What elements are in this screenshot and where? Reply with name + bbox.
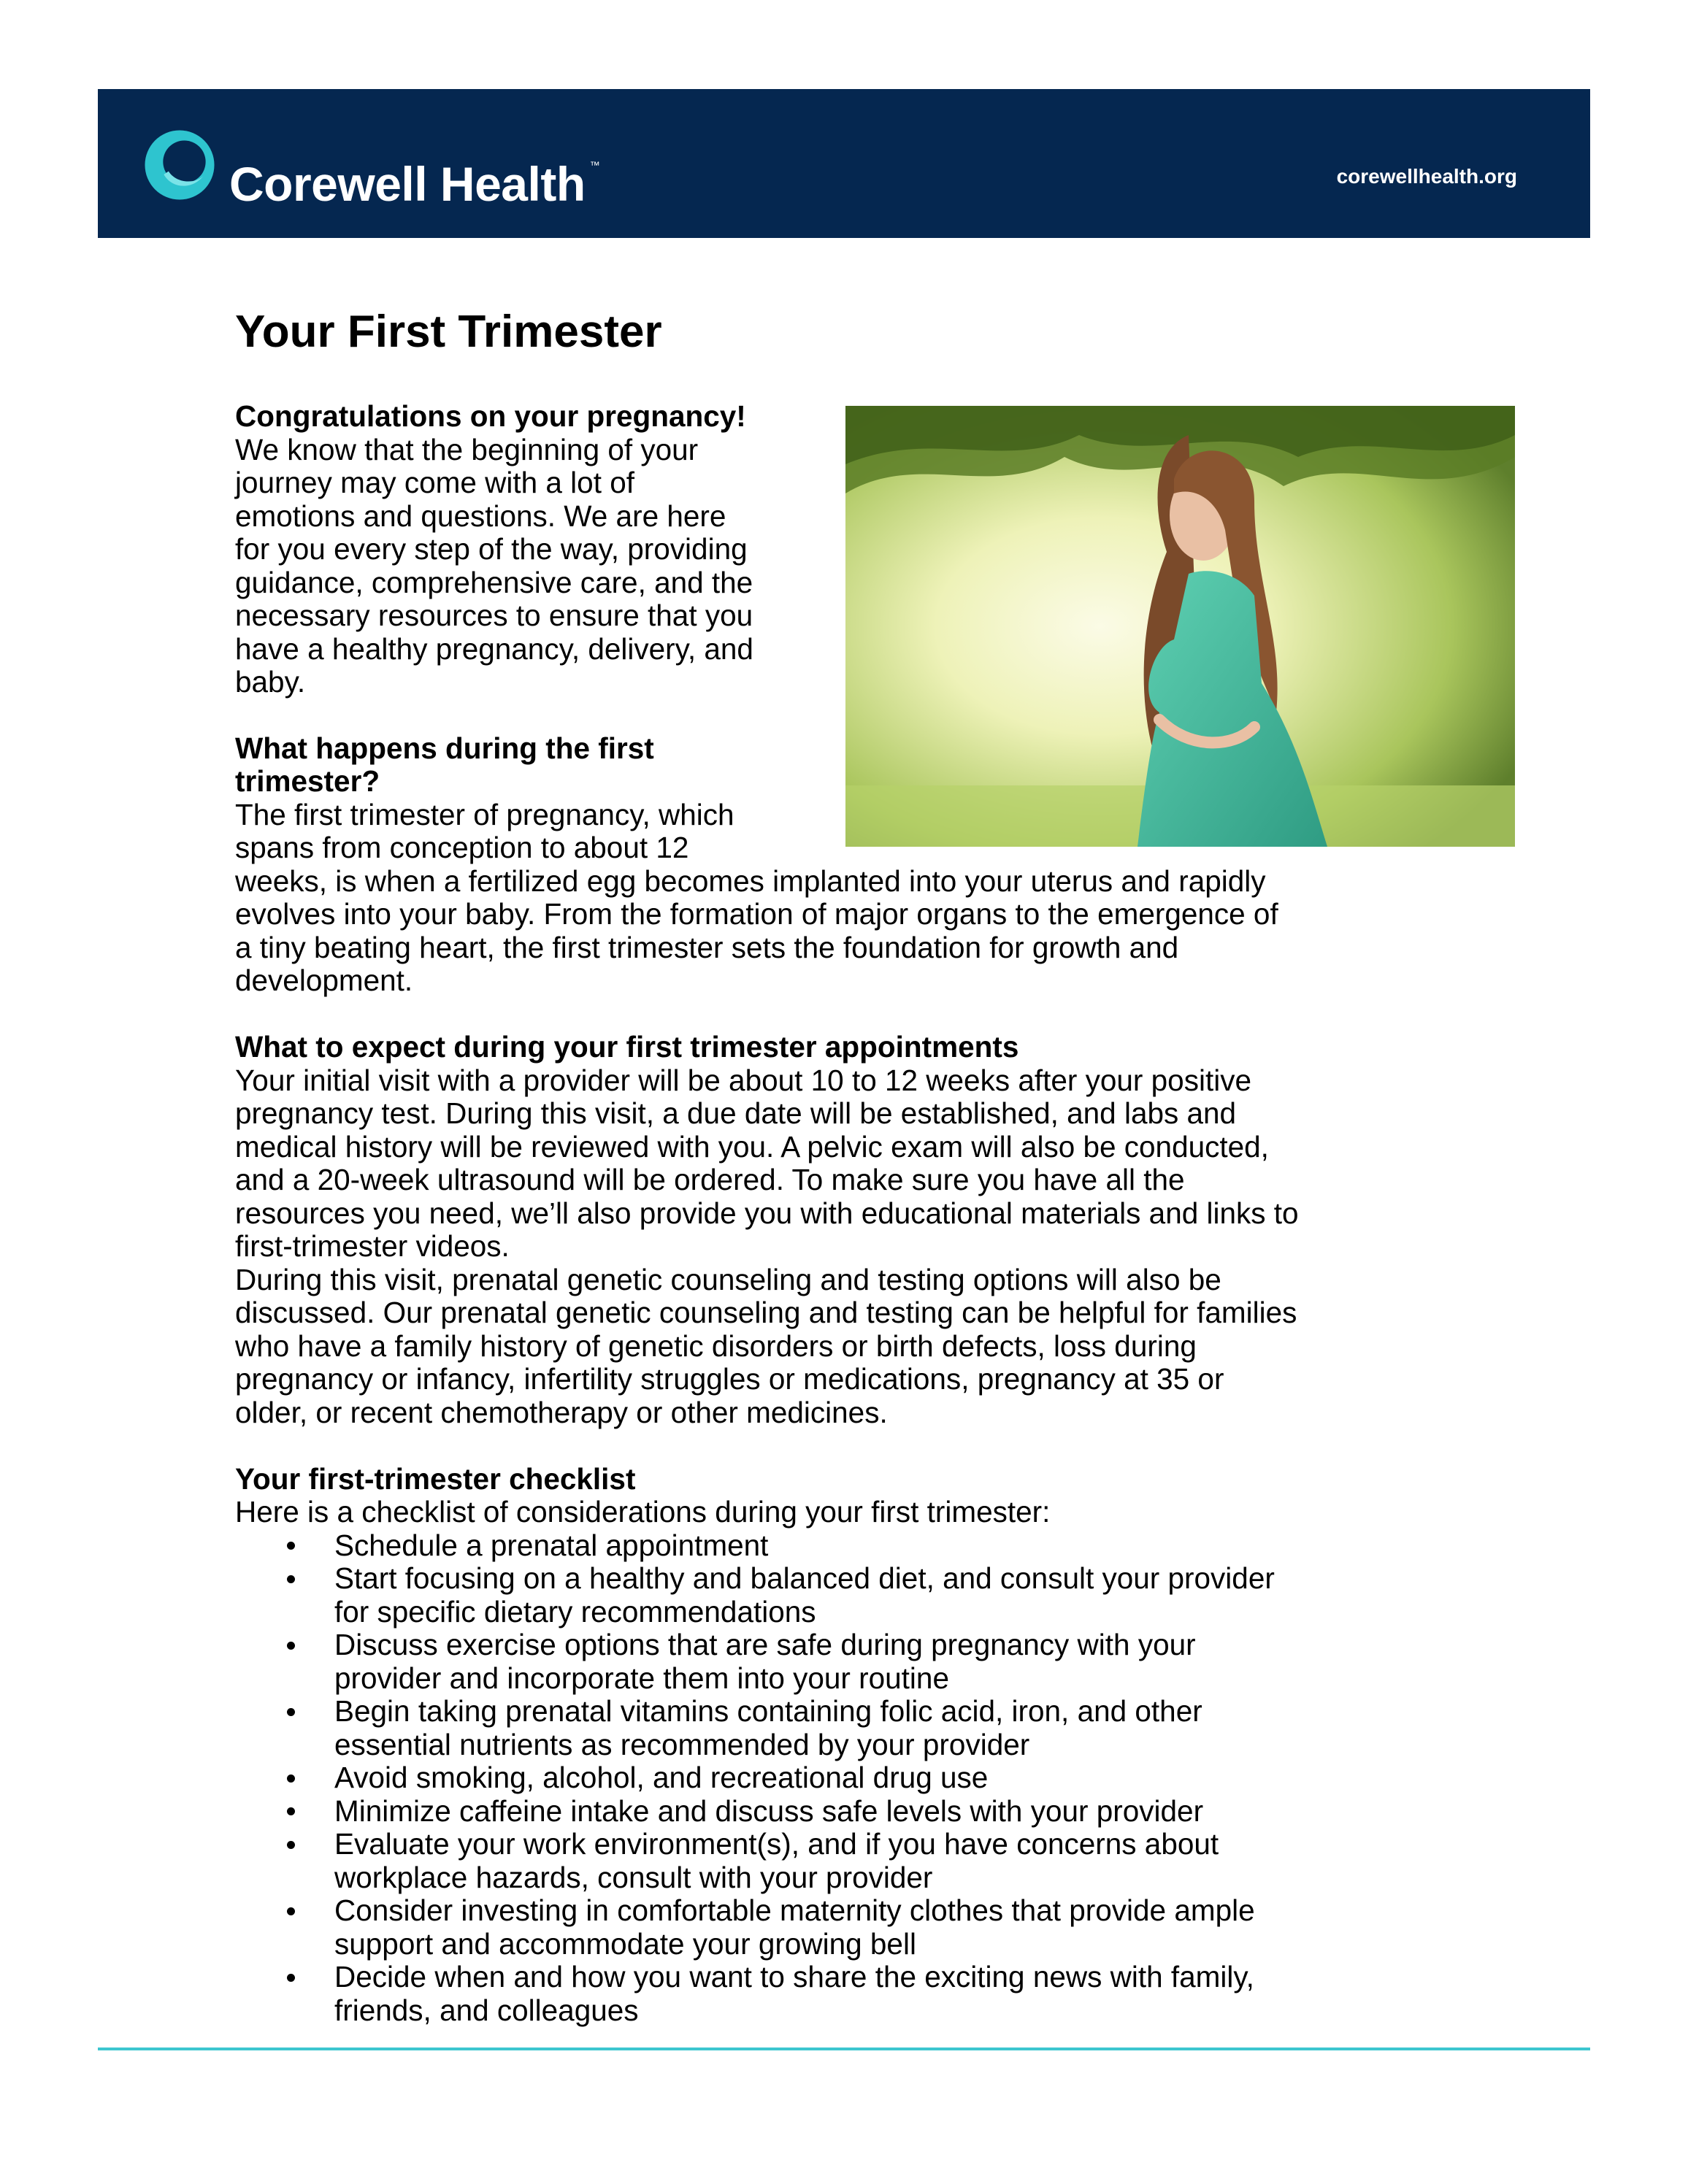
footer-divider [98,2048,1590,2050]
intro-line: baby. [235,665,306,699]
intro-line: journey may come with a lot of [235,466,634,499]
section-line: Your initial visit with a provider will be about 10 to 12 weeks after your positive [235,1064,1251,1097]
section-line: discussed. Our prenatal genetic counseling and testing can be helpful for families [235,1296,1297,1329]
list-item: Minimize caffeine intake and discuss safe levels with your provider [334,1794,1204,1828]
list-item: Evaluate your work environment(s), and if you have concerns about [334,1827,1219,1861]
bullet-icon [287,1642,295,1650]
list-item: Begin taking prenatal vitamins containing folic acid, iron, and other [334,1694,1202,1728]
website-link[interactable]: corewellhealth.org [1336,165,1517,188]
bullet-icon [287,1708,295,1716]
section-heading: trimester? [235,764,380,798]
section-line: spans from conception to about 12 [235,831,689,864]
page-title: Your First Trimester [235,307,662,357]
section-line: first-trimester videos. [235,1229,510,1263]
section-heading: Your first-trimester checklist [235,1462,636,1496]
list-item: Decide when and how you want to share the exciting news with family, [334,1960,1254,1993]
list-item: essential nutrients as recommended by your provider [334,1728,1030,1761]
pregnant-woman-photo [845,406,1515,847]
intro-line: We know that the beginning of your [235,433,699,466]
list-item: friends, and colleagues [334,1993,639,2027]
brand-name: Corewell Health ™ [229,157,600,211]
section-line: who have a family history of genetic disorders or birth defects, loss during [235,1329,1197,1363]
header-bar [98,89,1590,238]
list-item: for specific dietary recommendations [334,1595,816,1629]
section-heading: What happens during the first [235,731,654,765]
checklist-intro: Here is a checklist of considerations during your first trimester: [235,1495,1051,1529]
bullet-icon [287,1774,295,1783]
list-item: Consider investing in comfortable maternity clothes that provide ample [334,1893,1255,1927]
list-item: Discuss exercise options that are safe during pregnancy with your [334,1628,1196,1661]
list-item: workplace hazards, consult with your provider [334,1861,933,1894]
section-line: The first trimester of pregnancy, which [235,798,734,831]
list-item: provider and incorporate them into your routine [334,1661,949,1695]
trademark-mark: ™ [589,159,600,171]
section-line: development. [235,964,413,997]
bullet-icon [287,1974,295,1982]
list-item: Start focusing on a healthy and balanced diet, and consult your provider [334,1561,1275,1595]
list-item: Schedule a prenatal appointment [334,1529,769,1562]
section-line: resources you need, we’ll also provide you with educational materials and links to [235,1196,1299,1230]
intro-line: emotions and questions. We are here [235,499,726,533]
bullet-icon [287,1907,295,1915]
bullet-icon [287,1841,295,1849]
intro-line: for you every step of the way, providing [235,532,748,566]
list-item: support and accommodate your growing bell [334,1927,916,1961]
list-item: Avoid smoking, alcohol, and recreational drug use [334,1761,989,1794]
section-line: pregnancy or infancy, infertility struggles or medications, pregnancy at 35 or [235,1362,1224,1396]
section-line: and a 20-week ultrasound will be ordered. To make sure you have all the [235,1163,1185,1196]
section-line: During this visit, prenatal genetic counseling and testing options will also be [235,1263,1221,1296]
intro-line: guidance, comprehensive care, and the [235,566,753,599]
section-line: pregnancy test. During this visit, a due date will be established, and labs and [235,1096,1237,1130]
bullet-icon [287,1542,295,1550]
section-line: evolves into your baby. From the formation of major organs to the emergence of [235,897,1278,931]
bullet-icon [287,1807,295,1815]
bullet-icon [287,1575,295,1583]
section-line: weeks, is when a fertilized egg becomes implanted into your uterus and rapidly [235,864,1266,898]
section-line: medical history will be reviewed with you. A pelvic exam will also be conducted, [235,1130,1269,1164]
section-line: older, or recent chemotherapy or other medicines. [235,1396,888,1429]
corewell-logo-icon [140,126,219,204]
intro-line: have a healthy pregnancy, delivery, and [235,632,753,666]
intro-line: necessary resources to ensure that you [235,599,753,632]
section-line: a tiny beating heart, the first trimester sets the foundation for growth and [235,931,1179,964]
section-heading: What to expect during your first trimester appointments [235,1030,1019,1064]
intro-heading: Congratulations on your pregnancy! [235,399,746,433]
